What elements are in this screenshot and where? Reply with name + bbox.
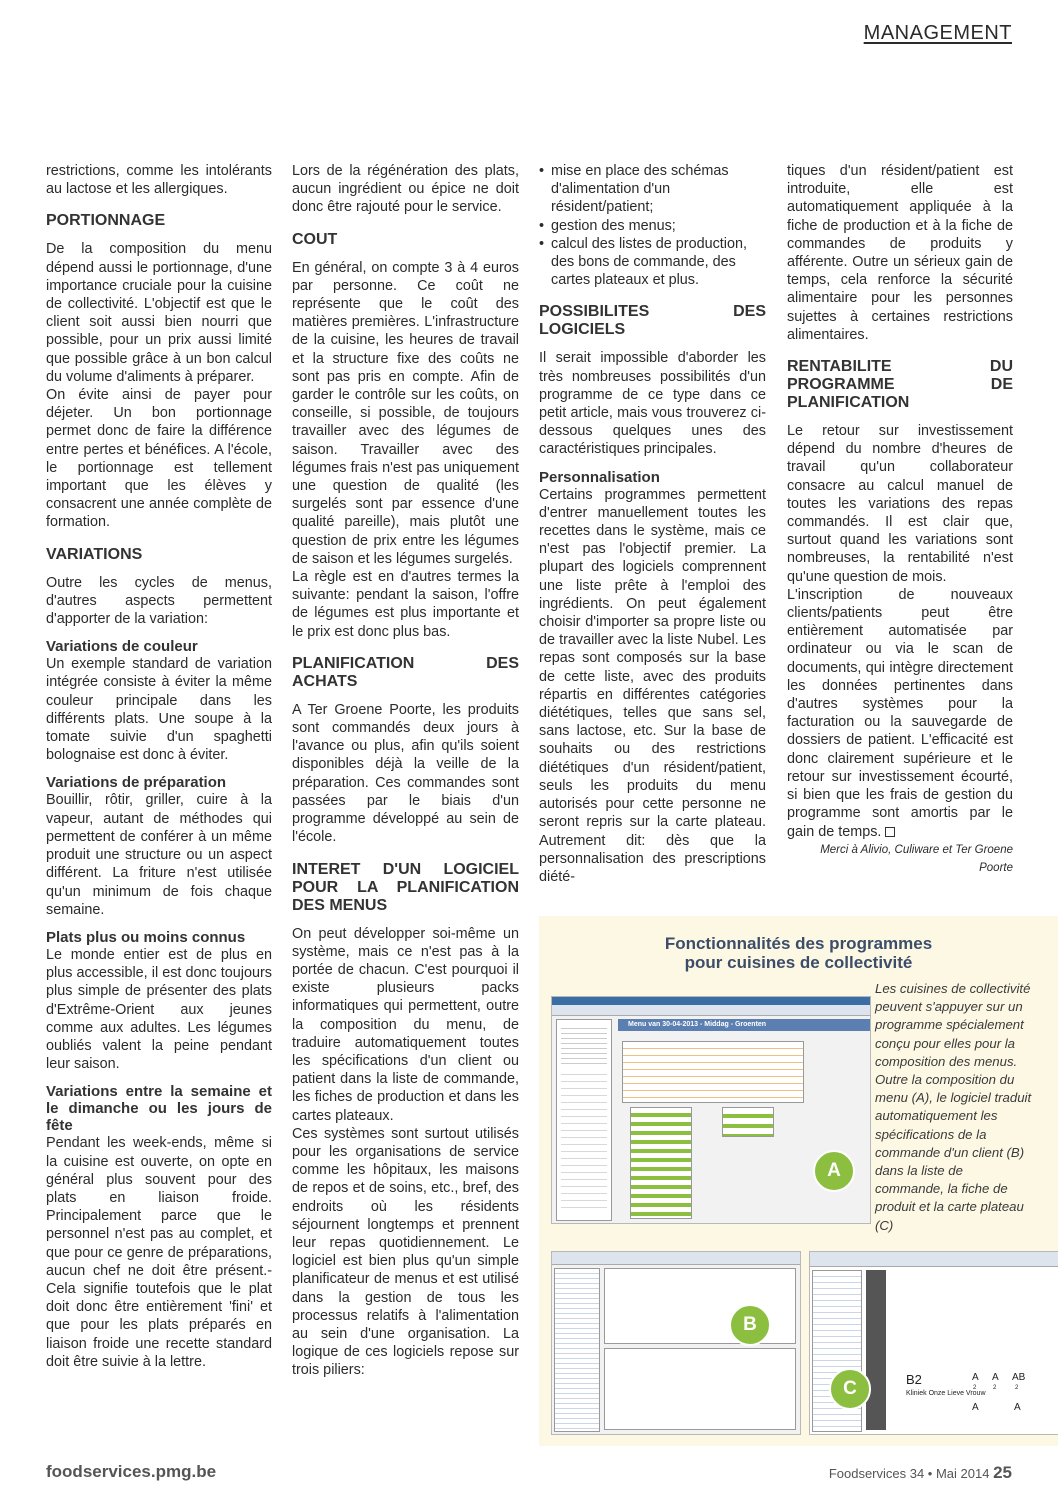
heading-portionnage: PORTIONNAGE <box>46 212 166 230</box>
tray-code: B2 <box>906 1372 922 1387</box>
paragraph: Ces systèmes sont surtout utilisés pour les organisations de service comme les hôpitaux, les maisons de repos et de soins, etc., bref, des endroits où les résidents séjournent longtemps et prennent leur repas quotidiennement. Le logiciel est bien plus qu'un simple planificateur de menus et est utilisé dans la gestion de tous les processus relatifs à l'alimentation au sein d'une organisation. La logique de ces logiciels repose sur trois piliers: <box>292 1125 519 1379</box>
page-number: 25 <box>993 1463 1012 1482</box>
window-toolbar <box>552 1252 800 1265</box>
subheading-personnalisation: Personnalisation <box>539 468 660 486</box>
badge-a: A <box>813 1150 855 1192</box>
column-3 <box>539 162 766 886</box>
column-1 <box>46 162 272 1371</box>
paragraph: restrictions, comme les intolérants au lactose et les allergiques. <box>46 163 272 198</box>
subheading-couleur: Variations de couleur <box>46 638 198 656</box>
heading-achats: PLANIFICATION DES ACHATS <box>292 654 519 690</box>
tray-mark: A <box>992 1372 999 1383</box>
panel-caption: Les cuisines de collectivité peuvent s'appuyer sur un programme spécialement conçu pour elles pour la composition des menus. Outre la composition du menu (A), le logiciel traduit automatiquement les spécifications de la commande d'un client (B) dans la liste de commande, la fiche de produit et la carte plateau (C) <box>875 981 1032 1233</box>
footer-issue <box>829 1463 1012 1483</box>
calendar-panel <box>556 1019 612 1221</box>
paragraph: Un exemple standard de variation intégrée consiste à éviter la même couleur principale dans les différents plats. Une soupe à la tomate suivie d'un spaghetti bolognaise est donc à éviter. <box>46 656 272 764</box>
paragraph: tiques d'un résident/patient est introduite, elle est automatiquement appliquée à la fiche de production et à la fiche de commandes de produits y afférente. Outre un sérieux gain de temps, cela renforce la sécurité alimentaire pour les personnes sujettes à certaines restrictions alimentaires. <box>787 163 1013 343</box>
paragraph: Le monde entier est de plus en plus accessible, il est donc toujours plus simple de présenter des plats d'Extrême-Orient aux jeunes comme aux adultes. Les légumes oubliés valent la peine pendant leur saison. <box>46 946 272 1073</box>
window-toolbar <box>810 1252 1058 1267</box>
paragraph: Outre les cycles de menus, d'autres aspects permettent d'apporter de la variation: <box>46 574 272 628</box>
subheading-semaine: Variations entre la semaine et le dimanche ou les jours de fête <box>46 1083 272 1135</box>
paragraph: Le retour sur investissement dépend du nombre d'heures de travail qu'un collaborateur consacre au calcul manuel de toutes les variations des repas commandés. Il est clair que, surtout quand les variations sont nombreuses, la rentabilité n'est qu'une question de mois. <box>787 423 1013 585</box>
tray-number: 2 <box>1015 1385 1019 1391</box>
pillars-list <box>539 162 766 289</box>
paragraph: On peut développer soi-même un système, mais ce n'est pas à la portée de chacun. C'est pourquoi il existe plusieurs packs informatiques qui permettent, outre la composition du menu, de traduire automatiquement toutes les spécifications d'un client ou patient dans la liste de commande, les fiches de production et dans les cartes plateaux. <box>292 925 519 1124</box>
paragraph: Il serait impossible d'aborder les très nombreuses possibilités d'un programme de ce type dans ce petit article, mais vous trouverez ci-dessous quelques unes des caractéristiques principales. <box>539 350 766 458</box>
paragraph-text: L'inscription de nouveaux clients/patients peut être entièrement automatisée par ordinateur ou via le scan de documents, qui intègre directement les données pertinentes dans d'autres systèmes pour la facturation ou la sauvegarde de dossiers de patient. L'efficacité est donc clairement supérieure et le retour sur investissement écourté, si bien que les frais de gestion du programme sont amortis par le gain de temps. <box>787 586 1013 840</box>
paragraph: La règle est en d'autres termes la suivante: pendant la saison, l'offre de légumes est plus importante et le prix est donc plus bas. <box>292 569 519 640</box>
tray-mark: A <box>1014 1402 1021 1413</box>
menu-header: Menu van 30-04-2013 - Middag - Groenten <box>618 1019 871 1031</box>
paragraph: Lors de la régénération des plats, aucun ingrédient ou épice ne doit donc être rajouté pour le service. <box>292 163 519 216</box>
tray-number: 2 <box>973 1385 977 1391</box>
paragraph: Certains programmes permettent d'entrer manuellement toutes les recettes dans le système, mais ce n'est pas l'objectif premier. La plupart des logiciels comprennent une liste prête à l'emploi des ingrédients. On peut également choisir d'importer sa propre liste ou de travailler avec la liste Nubel. Les repas sont composés sur la base de cette liste, avec des produits répartis en différentes catégories diététiques, telles que sans sel, sans lactose, etc. Sur la base de souhaits ou des restrictions diététiques d'un résident/patient, seuls les produits du menu autorisés pour cette personne ne seront repris sur la carte plateau. Autrement dit: dès que la personnalisation des prescriptions diété- <box>539 486 766 885</box>
heading-cout: COUT <box>292 230 338 248</box>
tray-name: Kliniek Onze Lieve Vrouw <box>906 1390 986 1397</box>
diet-list <box>630 1107 692 1219</box>
tray-number: 2 <box>993 1385 997 1391</box>
acknowledgement: Merci à Alivio, Culiware et Ter Groene Poorte <box>820 843 1013 874</box>
column-4 <box>787 162 1013 877</box>
tray-mark: AB <box>1012 1372 1026 1383</box>
heading-rentabilite: RENTABILITE DU PROGRAMME DE PLANIFICATION <box>787 358 1013 412</box>
column-2 <box>292 162 519 1380</box>
dish-table <box>622 1041 804 1103</box>
order-grid <box>604 1348 796 1430</box>
footer-site: foodservices.pmg.be <box>46 1462 217 1481</box>
tray-mark: A <box>972 1402 979 1413</box>
subheading-connus: Plats plus ou moins connus <box>46 928 246 946</box>
client-list <box>554 1268 600 1432</box>
panel-title-line: pour cuisines de collectivité <box>684 953 913 972</box>
list-item: • gestion des menus; <box>539 217 766 235</box>
heading-interet: INTERET D'UN LOGICIEL POUR LA PLANIFICATION DES MENUS <box>292 860 519 914</box>
list-item: • mise en place des schémas d'alimentation d'un résident/patient; <box>539 162 766 217</box>
tray-mark: A <box>972 1372 979 1383</box>
software-panel <box>539 916 1058 1446</box>
screenshot-b <box>551 1251 801 1435</box>
paragraph: De la composition du menu dépend aussi le portionnage, d'une importance cruciale pour la cuisine de collectivité. L'objectif est que le client soit aussi bien nourri que possible, pour un prix aussi limité que possible grâce à un bon calcul du volume d'aliments à préparer. <box>46 241 272 385</box>
paragraph: A Ter Groene Poorte, les produits sont commandés deux jours à l'avance ou plus, afin qu'ils soient disponibles déjà la veille de la préparation. Ces commandes sont passées par le biais d'un programme développé au sein de l'école. <box>292 701 519 846</box>
heading-variations: VARIATIONS <box>46 545 143 563</box>
panel-title <box>539 934 1058 972</box>
screenshot-a <box>551 996 871 1224</box>
ruler <box>866 1270 886 1430</box>
paragraph: Bouillir, rôtir, griller, cuire à la vapeur, autant de méthodes qui permettent de conférer à un même produit une structure ou un aspect différent. La friture n'est utilisée qu'un minimum de fois chaque semaine. <box>46 792 272 918</box>
window-titlebar <box>552 997 870 1005</box>
end-of-article-icon <box>885 827 895 837</box>
badge-b: B <box>729 1304 771 1346</box>
window-toolbar <box>552 1005 870 1016</box>
paragraph: Pendant les week-ends, même si la cuisine est ouverte, on opte en général plus souvent pour des plats en liaison froide. Principalement parce que le personnel n'est pas au complet, et que pour ce genre de préparations, aucun chef ne doit être présent.- Cela signifie toutefois que le plat doit donc être entièrement 'fini' et que pour les plats préparés en liaison froide une recette standard doit être suivie à la lettre. <box>46 1135 272 1370</box>
paragraph: En général, on compte 3 à 4 euros par personne. Ce coût ne représente que le coût des matières premières. L'infrastructure de la cuisine, les heures de travail et la structure fixe des coûts ne sont pas pris en compte. Afin de garder le contrôle sur les coûts, on conseille, si possible, de toujours travailler avec des légumes de saison. Travailler avec des légumes frais n'est pas uniquement une question de qualité (les surgelés sont par essence d'une qualité pareille), mais plutôt une question de prix entre les légumes de saison et les légumes surgelés. <box>292 259 519 567</box>
panel-title-line: Fonctionnalités des programmes <box>664 934 933 953</box>
badge-c: C <box>829 1368 871 1410</box>
issue-label: Foodservices 34 • Mai 2014 <box>828 1466 990 1481</box>
meal-list <box>722 1107 774 1137</box>
section-tag: MANAGEMENT <box>863 22 1012 44</box>
paragraph: On évite ainsi de payer pour déjeter. Un bon portionnage permet donc de faire la différence entre pertes et bénéfices. A l'école, le portionnage est tellement important que les élèves y consacrent une année complète de formation. <box>46 387 272 531</box>
subheading-preparation: Variations de préparation <box>46 774 227 792</box>
paragraph <box>787 586 1013 841</box>
list-item: • calcul des listes de production, des bons de commande, des cartes plateaux et plus. <box>539 235 766 290</box>
heading-possibilites: POSSIBILITES DES LOGICIELS <box>539 303 766 339</box>
